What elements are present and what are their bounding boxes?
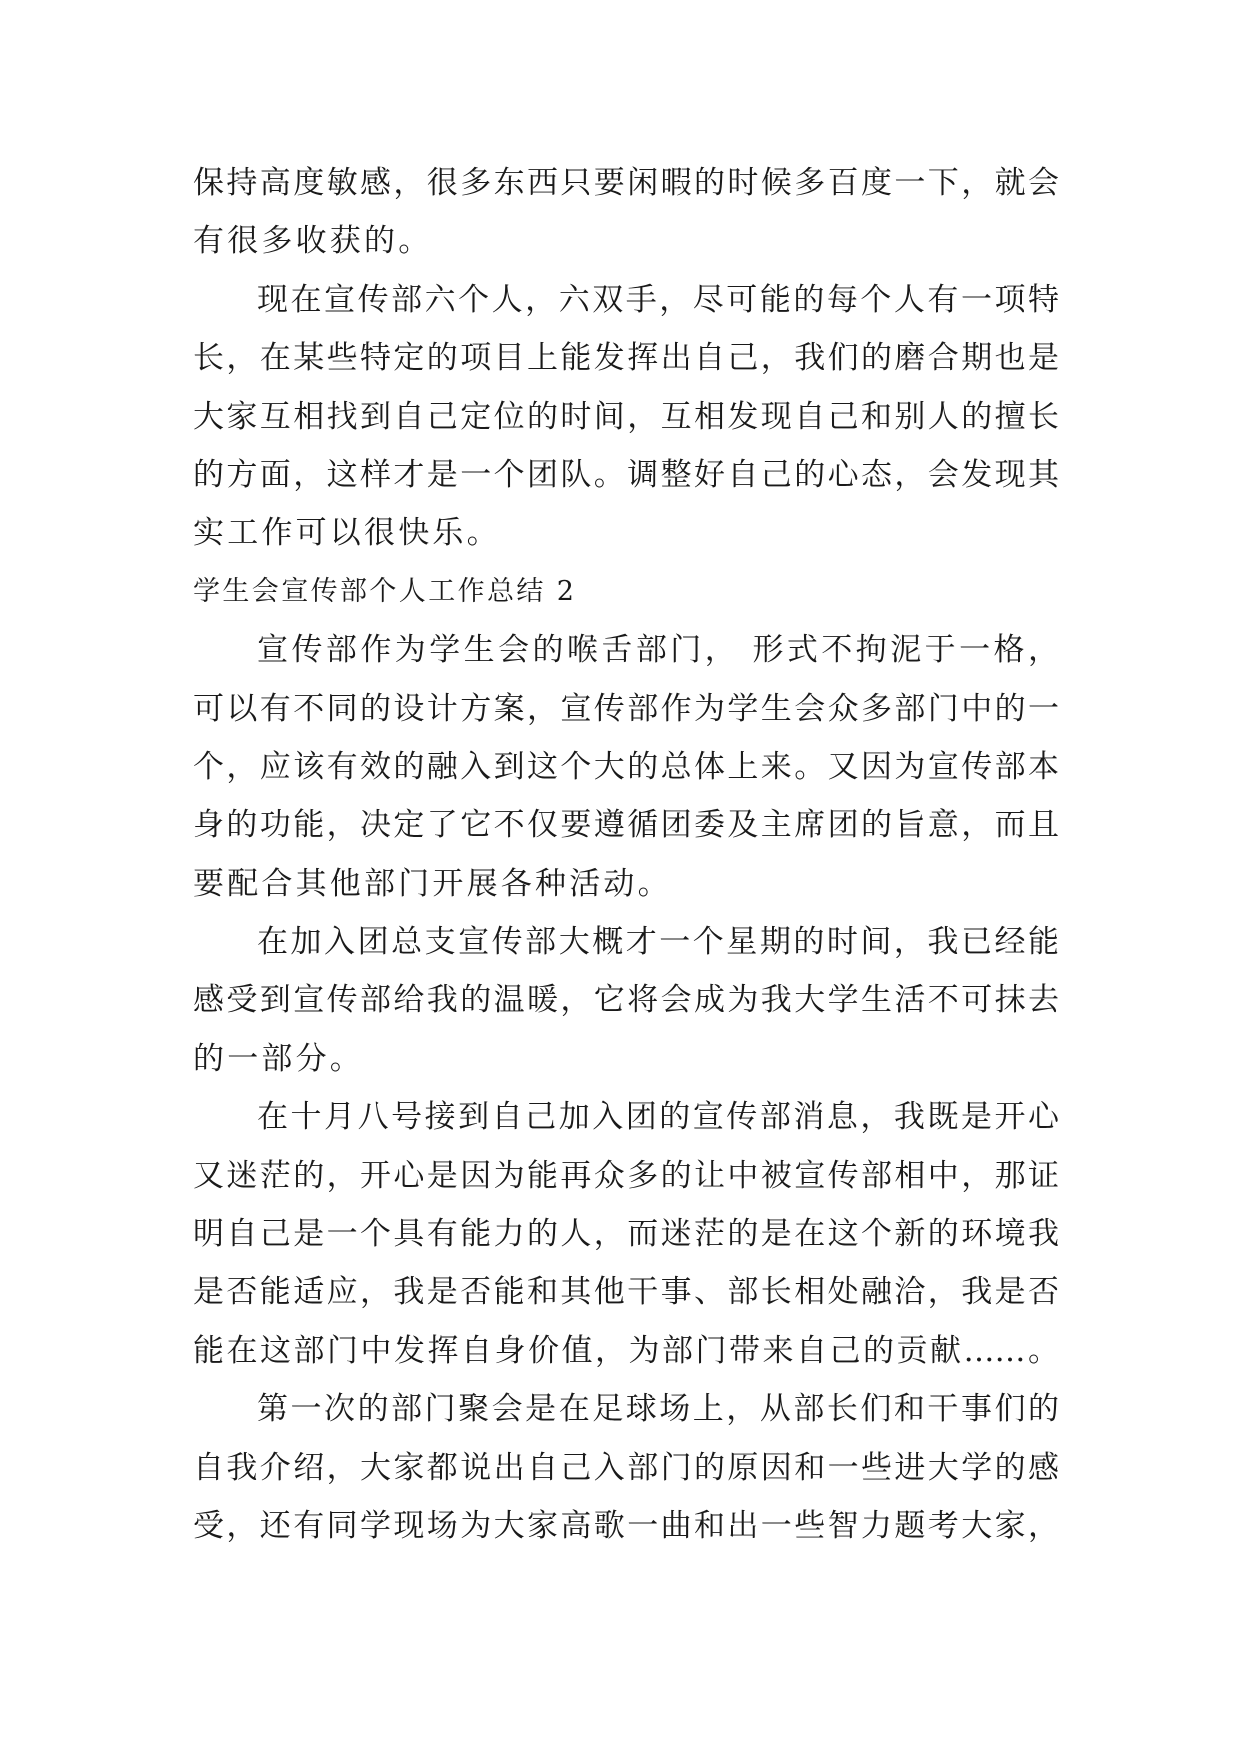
document-body [193,154,1059,1555]
text-line: 的一部分。 [193,1040,364,1077]
text-line: 大家互相找到自己定位的时间，互相发现自己和别人的擅长 [193,398,1059,435]
text-line: 第一次的部门聚会是在足球场上，从部长们和干事们的 [257,1391,1059,1428]
text-line: 受，还有同学现场为大家高歌一曲和出一些智力题考大家， [193,1507,1059,1544]
text-line: 身的功能，决定了它不仅要遵循团委及主席团的旨意，而且 [193,807,1059,844]
paragraph-team [193,271,1059,563]
text-line: 自我介绍，大家都说出自己入部门的原因和一些进大学的感 [193,1449,1059,1486]
text-line: 是否能适应，我是否能和其他干事、部长相处融洽，我是否 [193,1274,1059,1311]
paragraph-continued [193,154,1059,271]
text-line: 个，应该有效的融入到这个大的总体上来。又因为宣传部本 [193,748,1059,785]
paragraph-role [193,621,1059,913]
text-line: 要配合其他部门开展各种活动。 [193,865,672,902]
text-line: 有很多收获的。 [193,223,433,260]
text-line: 在加入团总支宣传部大概才一个星期的时间，我已经能 [257,924,1059,961]
text-line: 可以有不同的设计方案，宣传部作为学生会众多部门中的一 [193,690,1059,727]
paragraph-meeting [193,1380,1059,1555]
text-line: 能在这部门中发挥自身价值，为部门带来自己的贡献……。 [193,1332,1059,1369]
text-line: 长，在某些特定的项目上能发挥出自己，我们的磨合期也是 [193,340,1059,377]
text-line: 感受到宣传部给我的温暖，它将会成为我大学生活不可抹去 [193,982,1059,1019]
text-line: 又迷茫的，开心是因为能再众多的让中被宣传部相中，那证 [193,1157,1059,1194]
section-heading: 学生会宣传部个人工作总结 2 [193,575,577,607]
text-line: 的方面，这样才是一个团队。调整好自己的心态，会发现其 [193,456,1059,493]
text-line: 明自己是一个具有能力的人，而迷茫的是在这个新的环境我 [193,1216,1059,1253]
paragraph-joined [193,913,1059,1088]
text-line: 实工作可以很快乐。 [193,515,501,552]
text-line: 在十月八号接到自己加入团的宣传部消息，我既是开心 [257,1099,1059,1136]
paragraph-feelings [193,1088,1059,1380]
text-line: 现在宣传部六个人，六双手，尽可能的每个人有一项特 [257,281,1059,318]
text-line: 保持高度敏感，很多东西只要闲暇的时候多百度一下，就会 [193,165,1059,201]
text-line: 宣传部作为学生会的喉舌部门， 形式不拘泥于一格， [257,632,1059,669]
